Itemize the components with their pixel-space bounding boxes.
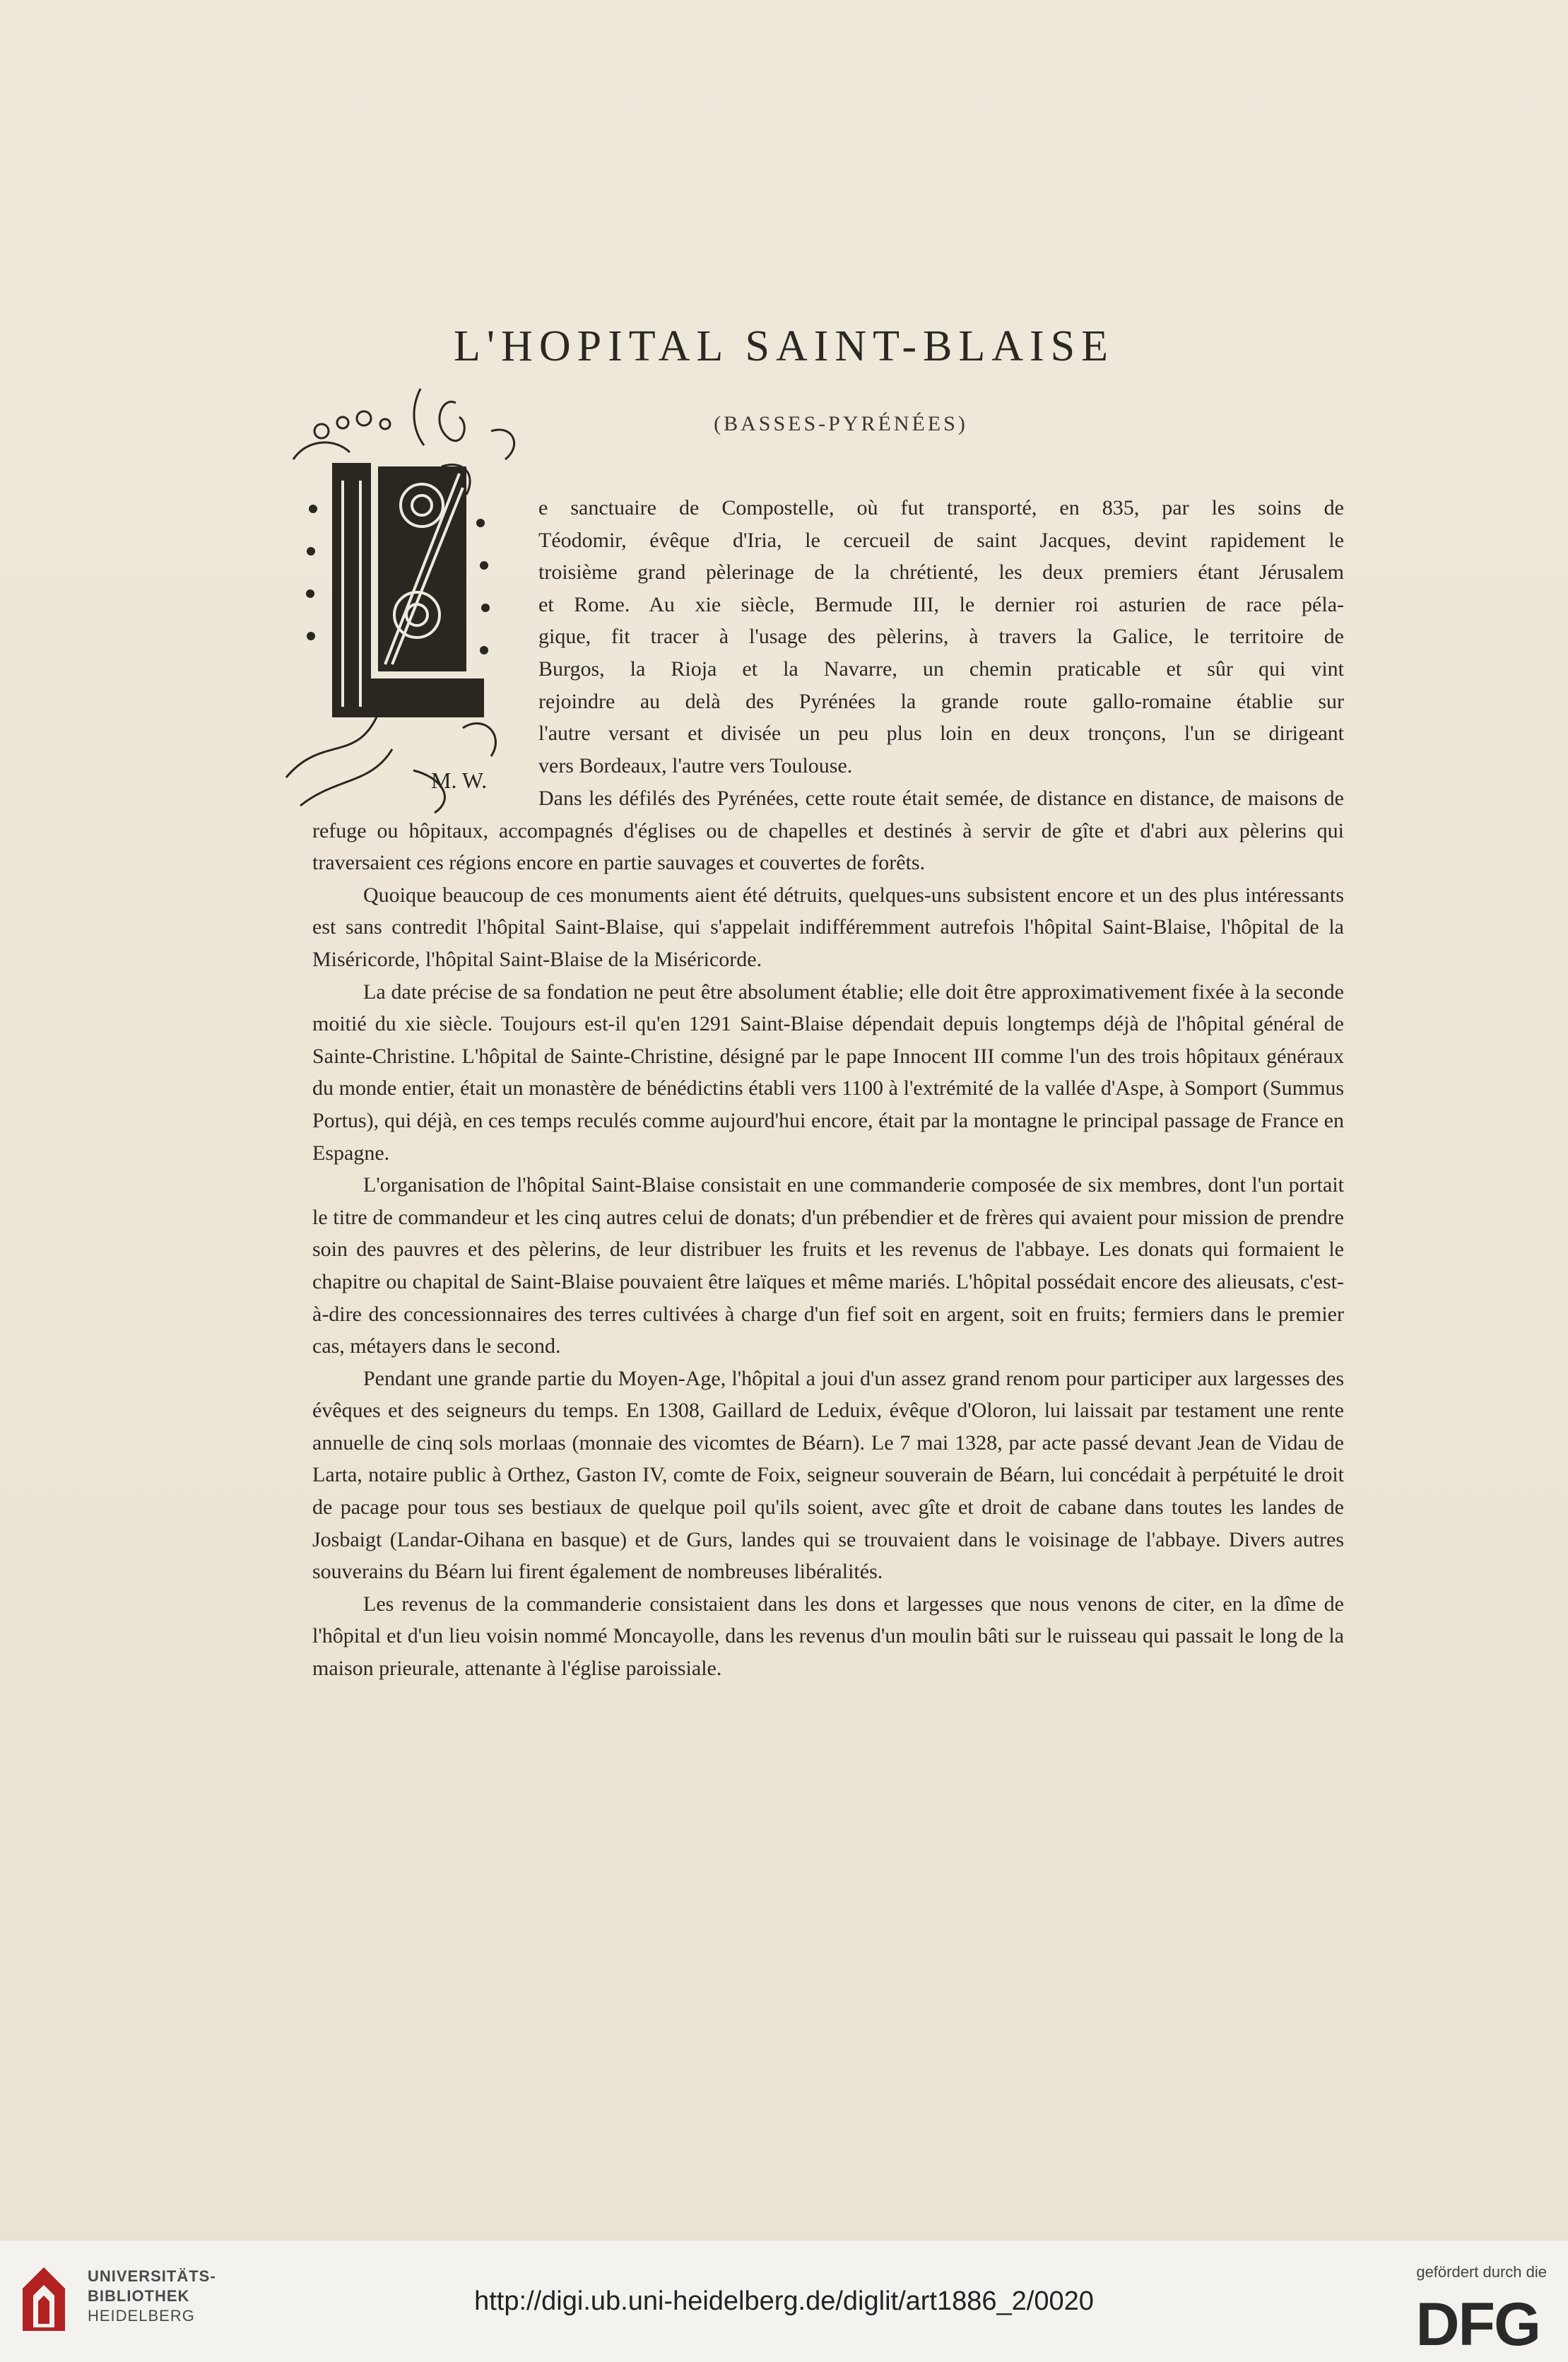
intro-line: Téodomir, évêque d'Iria, le cercueil de saint Jacques, devint rapidement le (538, 528, 1344, 552)
illuminated-initial-l-icon (279, 382, 523, 823)
body-text (312, 782, 1344, 1685)
dfg-logo: DFG (1415, 2291, 1540, 2358)
paragraph: Dans les défilés des Pyrénées, cette route était semée, de distance en distance, de maisons de refuge ou hôpitaux, accompagnés d'églises ou de chapelles et destinés à servir de gîte et d'abri aux pèlerins qui traversaient ces régions encore en partie sauvages et couvertes de forêts. (312, 787, 1344, 875)
page-title: L'HOPITAL SAINT-BLAISE (454, 322, 1114, 370)
funded-by-label: gefördert durch die (1416, 2263, 1547, 2281)
intro-line: l'autre versant et divisée un peu plus loin en deux tronçons, l'un se dirigeant (538, 722, 1344, 746)
paragraph: Les revenus de la commanderie consistaient dans les dons et largesses que nous venons de citer, en la dîme de l'hôpital et d'un lieu voisin nommé Moncayolle, dans les revenus d'un moulin bâti sur le ruisseau qui passait le long de la maison prieurale, attenante à l'église paroissiale. (312, 1592, 1344, 1681)
library-name-line: BIBLIOTHEK (88, 2287, 190, 2305)
paragraph: Quoique beaucoup de ces monuments aient été détruits, quelques-uns subsistent encore et un des plus intéressants est sans contredit l'hôpital Saint-Blaise, qui s'appelait indifféremment autrefois l'hôpital Saint-Blaise, l'hôpital de la Miséricorde, l'hôpital Saint-Blaise de la Miséricorde. (312, 883, 1344, 971)
intro-line: Burgos, la Rioja et la Navarre, un chemin praticable et sûr qui vint (538, 657, 1344, 681)
intro-text (538, 492, 1344, 782)
intro-line: rejoindre au delà des Pyrénées la grande route gallo-romaine établie sur (538, 689, 1344, 713)
paragraph: Pendant une grande partie du Moyen-Age, l'hôpital a joui d'un assez grand renom pour participer aux largesses des évêques et des seigneurs du temps. En 1308, Gaillard de Leduix, évêque d'Oloron, lui laissait par testament une rente annuelle de cinq sols morlaas (monnaie des vicomtes de Béarn). Le 7 mai 1328, par acte passé devant Jean de Vidau de Larta, notaire public à Orthez, Gaston IV, comte de Foix, seigneur souverain de Béarn, lui concédait à perpétuité le droit de pacage pour tous ses bestiaux de quelque poil qu'ils soient, avec gîte et droit de cabane dans toutes les landes de Josbaigt (Landar-Oihana en basque) et de Gurs, landes qui se trouvaient dans le voisinage de l'abbaye. Divers autres souverains du Béarn lui firent également de nombreuses libéralités. (312, 1366, 1344, 1584)
intro-line: e sanctuaire de Compostelle, où fut transporté, en 835, par les soins de (538, 496, 1344, 519)
source-url-link[interactable]: http://digi.ub.uni-heidelberg.de/diglit/art1886_2/0020 (474, 2286, 1094, 2316)
paragraph: La date précise de sa fondation ne peut être absolument établie; elle doit être approximativement fixée à la seconde moitié du xie siècle. Toujours est-il qu'en 1291 Saint-Blaise dépendait depuis longtemps déjà de l'hôpital général de Sainte-Christine. L'hôpital de Sainte-Christine, désigné par le pape Innocent III comme l'un des trois hôpitaux généraux du monde entier, était un monastère de bénédictins établi vers 1100 à l'extrémité de la vallée d'Aspe, à Somport (Summus Portus), qui déjà, en ces temps reculés comme aujourd'hui encore, était par la montagne le principal passage de France en Espagne. (312, 980, 1344, 1165)
intro-line: troisième grand pèlerinage de la chrétienté, les deux premiers étant Jérusalem (538, 560, 1344, 584)
intro-line: gique, fit tracer à l'usage des pèlerins, à travers la Galice, le territoire de (538, 625, 1344, 649)
page-subtitle: (BASSES-PYRÉNÉES) (714, 412, 968, 435)
intro-line: et Rome. Au xie siècle, Bermude III, le dernier roi asturien de race péla- (538, 592, 1344, 616)
paragraph: L'organisation de l'hôpital Saint-Blaise consistait en une commanderie composée de six membres, dont l'un portait le titre de commandeur et les cinq autres celui de donats; d'un prébendier et de frères qui avaient pour mission de prendre soin des pauvres et des pèlerins, de leur distribuer les fruits et les revenus de l'abbaye. Les donats qui formaient le chapitre ou chapital de Saint-Blaise pouvaient être laïques et même mariés. L'hôpital possédait encore des alieusats, c'est-à-dire des concessionnaires des terres cultivées à charge d'un fief soit en argent, soit en fruits; fermiers dans le premier cas, métayers dans le second. (312, 1173, 1344, 1358)
intro-line: vers Bordeaux, l'autre vers Toulouse. (538, 753, 853, 777)
library-name-line: UNIVERSITÄTS- (88, 2267, 216, 2285)
initial-monogram: M. W. (431, 768, 488, 793)
library-name-line: HEIDELBERG (88, 2307, 195, 2325)
